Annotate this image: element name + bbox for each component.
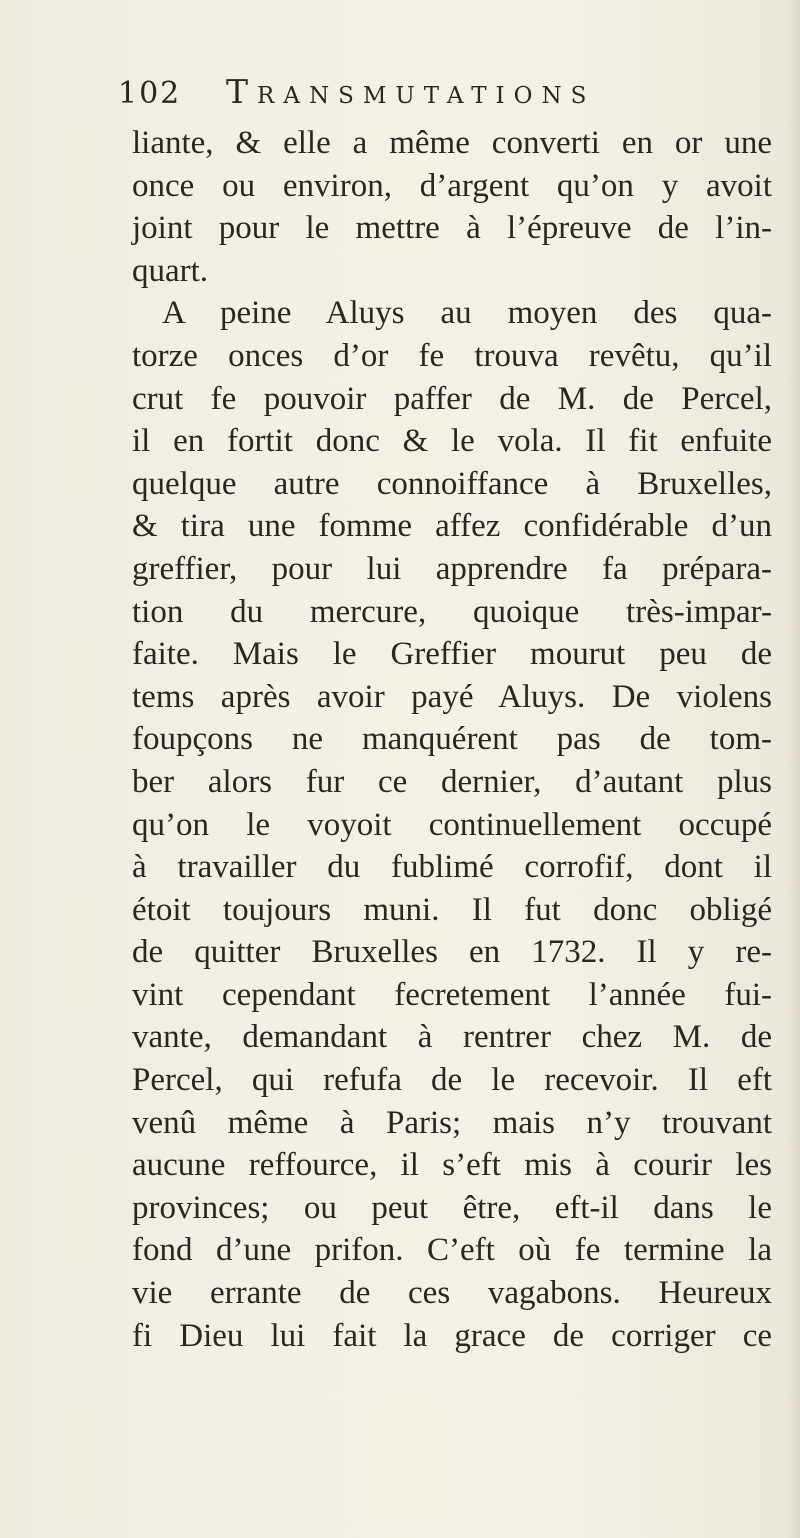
page-edge-shadow — [786, 0, 800, 1538]
text-line: liante, & elle a même converti en or une — [132, 125, 772, 161]
body-text — [132, 122, 772, 1357]
text-line: & tira une fomme affez confidérable d’un — [132, 508, 772, 545]
text-line: ber alors fur ce dernier, d’autant plus — [132, 763, 772, 800]
text-line: torze onces d’or fe trouva revêtu, qu’il — [132, 337, 772, 374]
page-number: 102 — [118, 76, 182, 111]
text-line: tion du mercure, quoique très-impar- — [132, 593, 772, 630]
text-line: once ou environ, d’argent qu’on y avoit — [132, 167, 772, 204]
text-line: foupçons ne manquérent pas de tom- — [132, 721, 772, 758]
text-line: vie errante de ces vagabons. Heureux — [132, 1275, 772, 1312]
text-line: quart. — [132, 252, 209, 289]
text-line: A peine Aluys au moyen des qua- — [162, 295, 772, 332]
text-line: quelque autre connoiffance à Bruxelles, — [132, 465, 772, 502]
text-line: faite. Mais le Greffier mourut peu de — [132, 636, 772, 673]
text-line: joint pour le mettre à l’épreuve de l’in- — [132, 210, 772, 247]
text-line: greffier, pour lui apprendre fa prépara- — [132, 550, 772, 587]
text-line: étoit toujours muni. Il fut donc obligé — [132, 891, 772, 928]
text-line: aucune reffource, il s’eft mis à courir les — [132, 1147, 772, 1184]
text-line: à travailler du fublimé corrofif, dont il — [132, 849, 772, 886]
text-line: qu’on le voyoit continuellement occupé — [132, 806, 772, 843]
text-line: provinces; ou peut être, eft-il dans le — [132, 1189, 772, 1226]
text-line: fi Dieu lui fait la grace de corriger ce — [132, 1317, 772, 1354]
text-line: venû même à Paris; mais n’y trouvant — [132, 1104, 772, 1141]
running-title: Transmutations — [226, 72, 596, 111]
text-line: de quitter Bruxelles en 1732. Il y re- — [132, 934, 772, 971]
page-header — [118, 72, 718, 122]
text-line: crut fe pouvoir paffer de M. de Percel, — [132, 380, 772, 417]
text-line: vint cependant fecretement l’année fui- — [132, 976, 772, 1013]
text-line: il en fortit donc & le vola. Il fit enfuite — [132, 423, 772, 460]
text-line: Percel, qui refufa de le recevoir. Il eft — [132, 1062, 772, 1099]
text-line: vante, demandant à rentrer chez M. de — [132, 1019, 772, 1056]
text-line: fond d’une prifon. C’eft où fe termine la — [132, 1232, 772, 1269]
text-line: tems après avoir payé Aluys. De violens — [132, 678, 772, 715]
